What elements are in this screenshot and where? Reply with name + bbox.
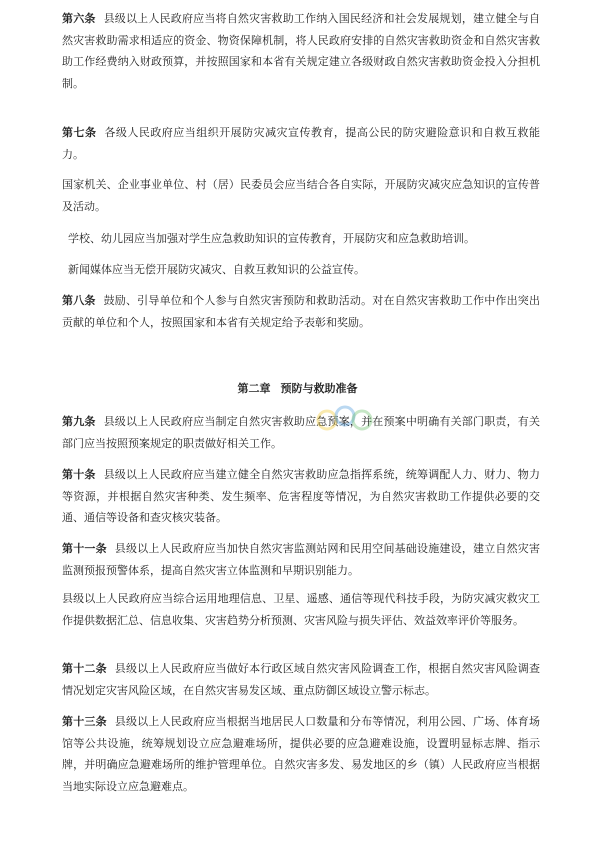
chapter-title: 预防与救助准备 [280,382,358,395]
article-text: 县级以上人民政府应当将自然灾害救助工作纳入国民经济和社会发展规划，建立健全与自然灾害救助需求相适应的资金、物资保障机制，将人民政府安排的自然灾害救助资金和自然灾害救助工作经费纳入财政预算，并按照国家和本省有关规定建立各级财政自然灾害救助资金投入分担机制。 [62,12,541,90]
paragraph-text: 国家机关、企业事业单位、村（居）民委员会应当结合各自实际，开展防灾减灾应急知识的宣传普及活动。 [62,178,540,213]
article-text: 县级以上人民政府应当根据当地居民人口数量和分布等情况，利用公园、广场、体育场馆等公共设施，统筹规划设立应急避难场所，提供必要的应急避难设施，设置明显标志牌、指示牌，并明确应急避难场所的维护管理单位。自然灾害多发、易发地区的乡（镇）人民政府应当根据当地实际设立应急避难点。 [62,715,540,793]
article-6 [62,8,540,94]
article-number: 第七条 [62,126,97,139]
chapter-heading [0,380,595,396]
article-text: 县级以上人民政府应当建立健全自然灾害救助应急指挥系统，统筹调配人力、财力、物力等资源，并根据自然灾害种类、发生频率、危害程度等情况，为自然灾害救助工作提供必要的交通、通信等设备和查灾核灾装备。 [62,468,541,524]
article-text: 鼓励、引导单位和个人参与自然灾害预防和救助活动。对在自然灾害救助工作中作出突出贡献的单位和个人，按照国家和本省有关规定给予表彰和奖励。 [62,294,541,329]
article-7-paragraph-2 [62,174,540,217]
article-7-paragraph-4 [68,259,544,281]
paragraph-text: 新闻媒体应当无偿开展防灾减灾、自救互救知识的公益宣传。 [68,263,365,276]
article-number: 第六条 [62,12,96,25]
article-number: 第八条 [62,294,96,307]
article-number: 第十三条 [62,715,107,728]
article-9 [62,411,540,454]
article-text: 县级以上人民政府应当加快自然灾害监测站网和民用空间基础设施建设，建立自然灾害监测预报预警体系，提高自然灾害立体监测和早期识别能力。 [62,542,540,577]
paragraph-text: 县级以上人民政府应当综合运用地理信息、卫星、遥感、通信等现代科技手段，为防灾减灾救灾工作提供数据汇总、信息收集、灾害趋势分析预测、灾害风险与损失评估、效益效率评价等服务。 [62,592,540,627]
article-11 [62,538,540,581]
article-8 [62,290,540,333]
article-7 [62,122,540,165]
article-7-paragraph-3 [68,228,544,250]
chapter-number: 第二章 [237,382,271,395]
article-text: 县级以上人民政府应当做好本行政区域自然灾害风险调查工作，根据自然灾害风险调查情况划定灾害风险区域，在自然灾害易发区域、重点防御区域设立警示标志。 [62,662,540,697]
article-12 [62,658,540,701]
article-10 [62,464,540,529]
article-text: 各级人民政府应当组织开展防灾减灾宣传教育，提高公民的防灾避险意识和自救互救能力。 [62,126,541,161]
paragraph-text: 学校、幼儿园应当加强对学生应急救助知识的宣传教育，开展防灾和应急救助培训。 [68,232,475,245]
article-number: 第九条 [62,415,96,428]
article-number: 第十二条 [62,662,107,675]
article-text: 县级以上人民政府应当制定自然灾害救助应急预案，并在预案中明确有关部门职责，有关部门应当按照预案规定的职责做好相关工作。 [62,415,541,450]
article-11-paragraph-2 [62,588,540,631]
article-number: 第十条 [62,468,96,481]
article-number: 第十一条 [62,542,107,555]
article-13 [62,711,540,797]
